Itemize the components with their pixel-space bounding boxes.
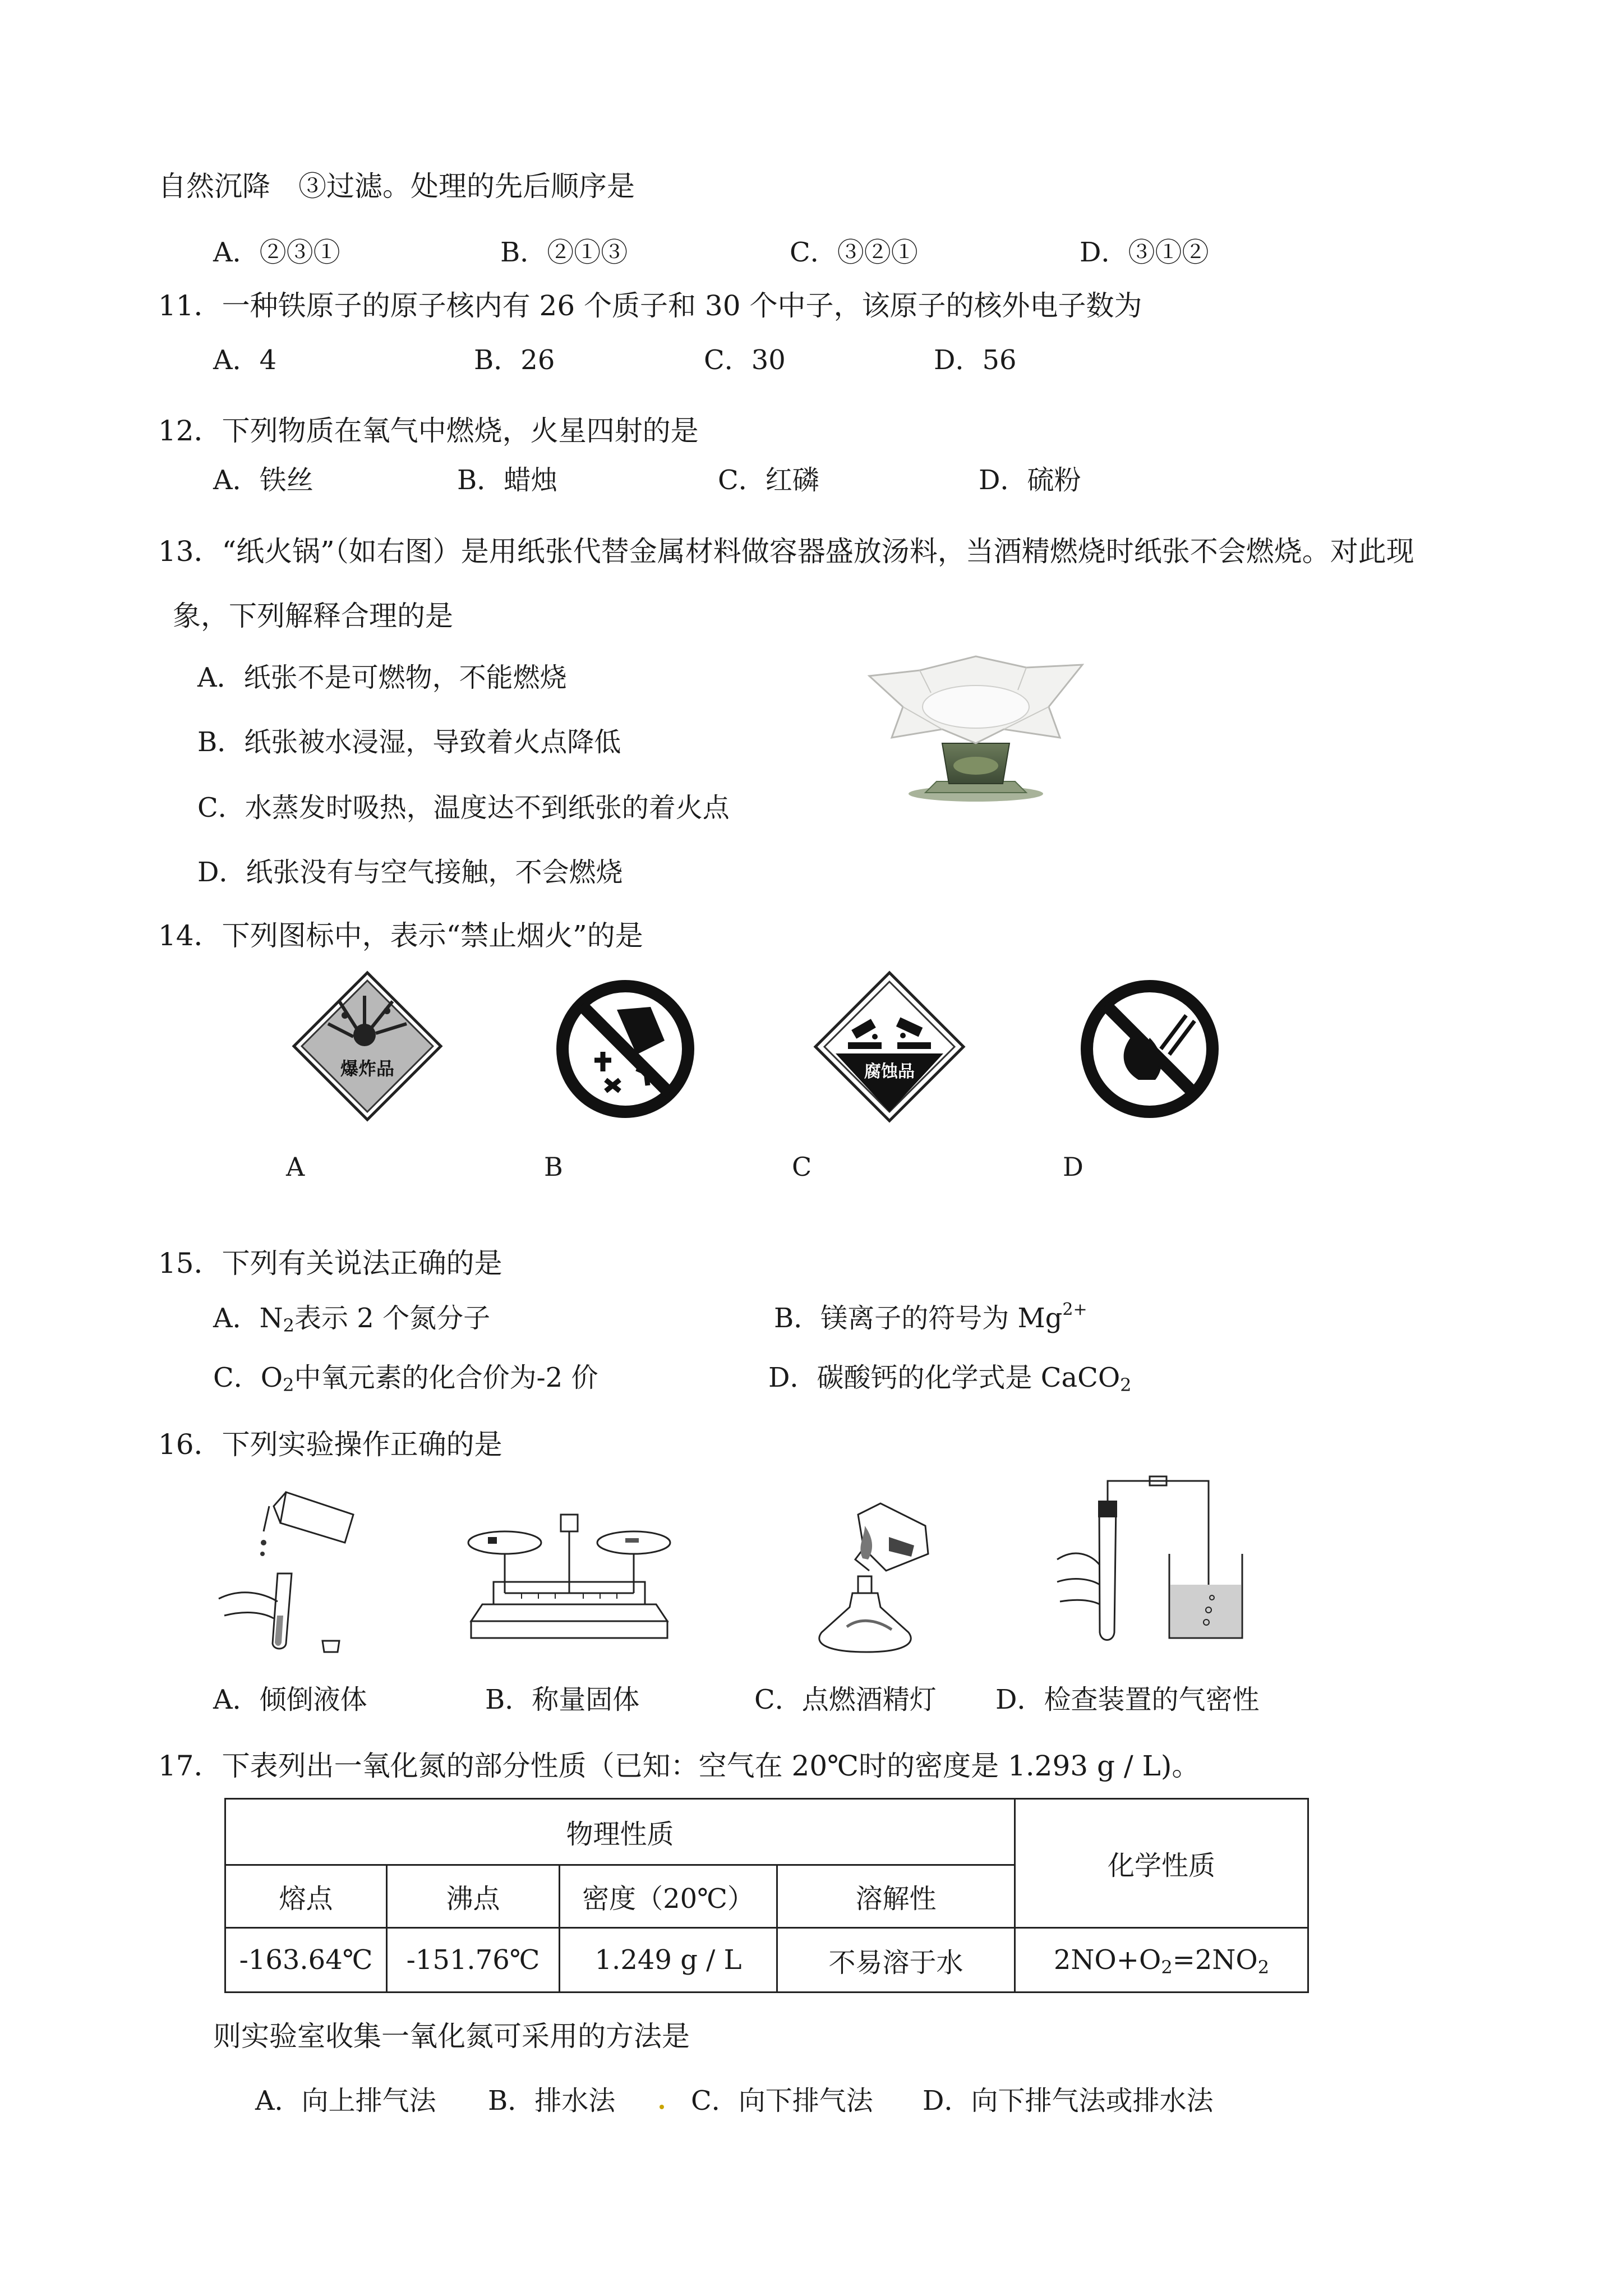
airtightness-check-illustration <box>1046 1470 1259 1649</box>
no-fireworks-sign-icon <box>552 976 698 1122</box>
q13-option-c: C．水蒸发时吸热，温度达不到纸张的着火点 <box>197 792 730 823</box>
q12-stem: 12．下列物质在氧气中燃烧，火星四射的是 <box>158 415 699 447</box>
q10-option-d: D．③①② <box>1080 237 1209 268</box>
q16-option-b: B．称量固体 <box>485 1684 640 1715</box>
q16-option-d: D．检查装置的气密性 <box>995 1684 1260 1715</box>
melting-point-value: -163.64℃ <box>225 1928 387 1993</box>
q17-option-c: C．向下排气法 <box>691 2085 873 2116</box>
q16-option-c: C．点燃酒精灯 <box>754 1684 937 1715</box>
q17-option-a: A．向上排气法 <box>255 2085 436 2116</box>
q13-option-d: D．纸张没有与空气接触，不会燃烧 <box>197 857 623 888</box>
q10-option-a: A．②③① <box>213 237 340 268</box>
q15-option-a: A．$N_2$表示 2 个氮分子 <box>213 1303 491 1336</box>
q13-stem-line2: 象，下列解释合理的是 <box>173 600 453 632</box>
melting-point-header: 熔点 <box>225 1865 387 1928</box>
sign-a-text: 爆炸品 <box>340 1058 395 1079</box>
chemical-properties-header: 化学性质 <box>1015 1799 1308 1928</box>
no-open-flame-sign-icon <box>1077 976 1223 1122</box>
solubility-value: 不易溶于水 <box>777 1928 1015 1993</box>
density-value: 1.249 g / L <box>560 1928 777 1993</box>
q10-option-b: B．②①③ <box>500 237 628 268</box>
density-header: 密度（20℃） <box>560 1865 777 1928</box>
q15-option-b: B．镁离子的符号为 $Mg^{2+}$ <box>774 1300 1087 1334</box>
boiling-point-value: -151.76℃ <box>387 1928 560 1993</box>
q14-label-b: B <box>544 1152 563 1182</box>
q13-stem-line1: 13．“纸火锅”（如右图）是用纸张代替金属材料做容器盛放汤料，当酒精燃烧时纸张不会燃烧。对此现 <box>158 535 1414 568</box>
q17-stem: 17．下表列出一氧化氮的部分性质（已知：空气在 20℃时的密度是 1.293 g / L)。 <box>158 1750 1200 1782</box>
decorative-dot <box>660 2105 664 2109</box>
q15-stem: 15．下列有关说法正确的是 <box>158 1247 502 1280</box>
q16-option-a: A．倾倒液体 <box>213 1684 367 1715</box>
explosive-hazard-sign-icon <box>292 970 443 1122</box>
pouring-liquid-illustration <box>208 1481 387 1660</box>
q12-option-d: D．硫粉 <box>979 464 1081 496</box>
q10-stem-tail: 自然沉降 ③过滤。处理的先后顺序是 <box>158 170 635 203</box>
solubility-header: 溶解性 <box>777 1865 1015 1928</box>
q17-question: 则实验室收集一氧化氮可采用的方法是 <box>213 2020 690 2053</box>
q12-option-b: B．蜡烛 <box>457 464 558 496</box>
q14-stem: 14．下列图标中，表示“禁止烟火”的是 <box>158 919 643 952</box>
q13-option-a: A．纸张不是可燃物，不能燃烧 <box>197 662 567 693</box>
q11-option-d: D．56 <box>934 344 1017 376</box>
balance-scale-illustration <box>465 1509 673 1655</box>
physical-properties-header: 物理性质 <box>225 1799 1015 1865</box>
paper-hotpot-photo <box>858 654 1094 805</box>
alcohol-lamp-lighting-illustration <box>796 1492 942 1660</box>
q11-option-b: B．26 <box>474 344 555 376</box>
q17-option-b: B．排水法 <box>488 2085 616 2116</box>
q10-option-c: C．③②① <box>790 237 918 268</box>
q14-label-c: C <box>792 1152 812 1182</box>
q12-option-c: C．红磷 <box>718 464 819 496</box>
corrosive-hazard-sign-icon <box>813 970 966 1123</box>
q11-option-c: C．30 <box>704 344 786 376</box>
q14-label-d: D <box>1063 1152 1083 1182</box>
q11-stem: 11．一种铁原子的原子核内有 26 个质子和 30 个中子，该原子的核外电子数为 <box>158 289 1142 322</box>
q15-option-c: C．$O_2$中氧元素的化合价为-2 价 <box>213 1362 598 1396</box>
q16-stem: 16．下列实验操作正确的是 <box>158 1428 502 1461</box>
sign-c-text: 腐蚀品 <box>864 1062 915 1082</box>
q17-option-d: D．向下排气法或排水法 <box>923 2085 1214 2116</box>
boiling-point-header: 沸点 <box>387 1865 560 1928</box>
q11-option-a: A．4 <box>213 344 277 376</box>
no-properties-table <box>224 1798 1309 1993</box>
q15-option-d: D．碳酸钙的化学式是 CaCO$_2$ <box>768 1362 1132 1396</box>
q13-option-b: B．纸张被水浸湿，导致着火点降低 <box>197 726 621 758</box>
q12-option-a: A．铁丝 <box>213 464 313 496</box>
chemical-reaction-value: $2NO+O_2=2NO_2$ <box>1015 1928 1308 1993</box>
q14-label-a: A <box>286 1152 305 1182</box>
